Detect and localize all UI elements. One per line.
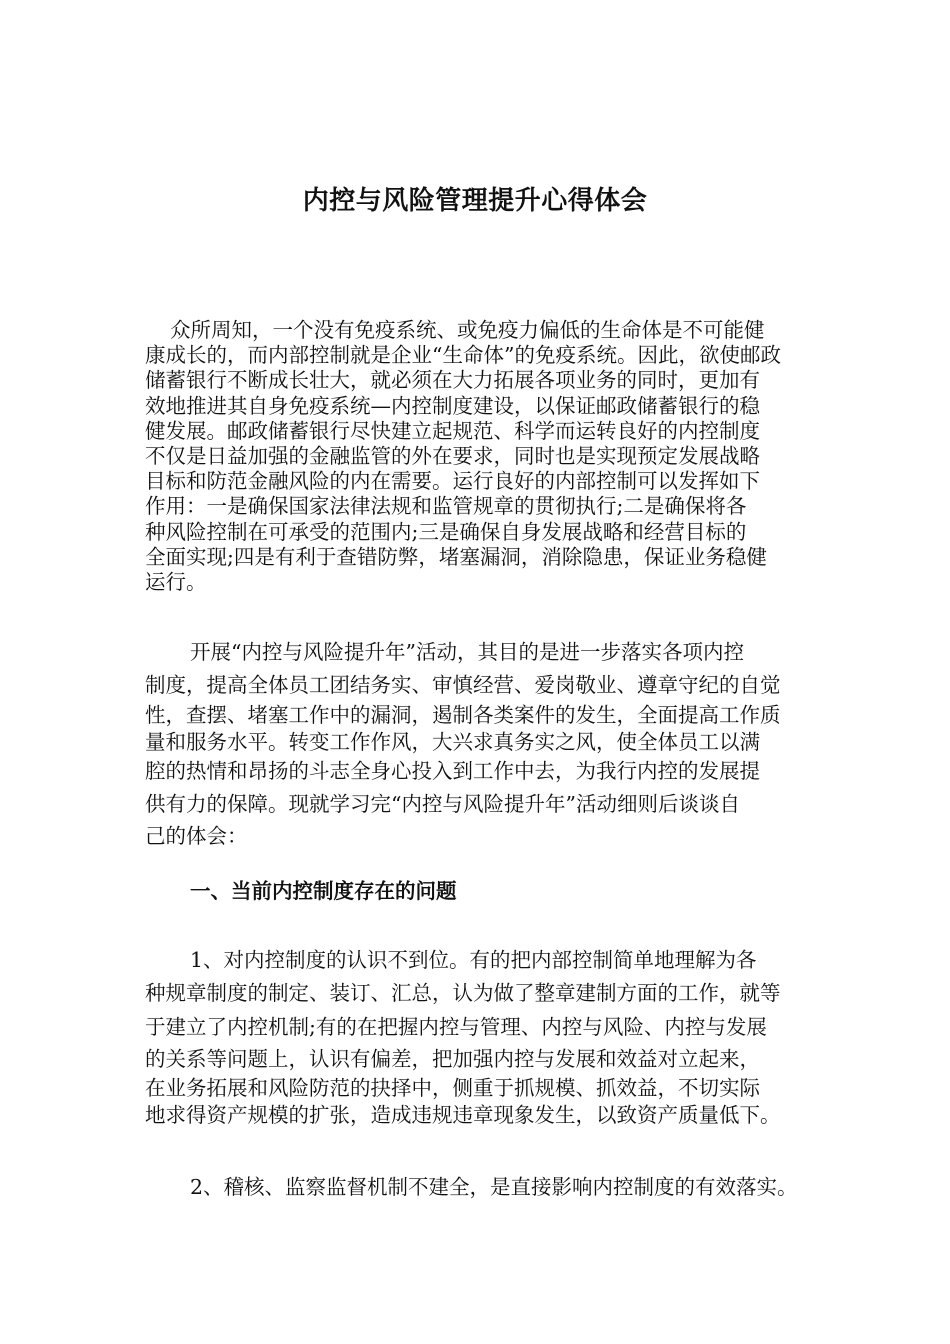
paragraph-line: 己的体会： xyxy=(145,824,248,848)
paragraph-line: 的关系等问题上，认识有偏差，把加强内控与发展和效益对立起来， xyxy=(145,1047,760,1071)
paragraph-line: 供有力的保障。现就学习完“内控与风险提升年”活动细则后谈谈自 xyxy=(145,792,740,816)
paragraph-line: 在业务拓展和风险防范的抉择中，侧重于抓规模、抓效益，不切实际 xyxy=(145,1076,760,1100)
paragraph-activity-purpose xyxy=(145,636,825,852)
paragraph-line: 目标和防范金融风险的内在需要。运行良好的内部控制可以发挥如下 xyxy=(145,469,760,494)
paragraph-line: 效地推进其自身免疫系统—内控制度建设，以保证邮政储蓄银行的稳 xyxy=(145,393,760,418)
paragraph-line: 健发展。邮政储蓄银行尽快建立起规范、科学而运转良好的内控制度 xyxy=(145,418,760,443)
paragraph-line: 不仅是日益加强的金融监管的外在要求，同时也是实现预定发展战略 xyxy=(145,444,760,469)
paragraph-line: 腔的热情和昂扬的斗志全身心投入到工作中去，为我行内控的发展提 xyxy=(145,759,760,783)
paragraph-line: 2、稽核、监察监督机制不建全，是直接影响内控制度的有效落实。 xyxy=(190,1175,798,1199)
paragraph-line: 种规章制度的制定、装订、汇总，认为做了整章建制方面的工作，就等 xyxy=(145,981,781,1005)
paragraph-line: 量和服务水平。转变工作作风，大兴求真务实之风，使全体员工以满 xyxy=(145,730,760,754)
paragraph-immune-system xyxy=(145,318,825,595)
paragraph-line: 制度，提高全体员工团结务实、审慎经营、爱岗敬业、遵章守纪的自觉 xyxy=(145,673,781,697)
paragraph-understanding-issue xyxy=(145,944,825,1130)
paragraph-line: 众所周知，一个没有免疫系统、或免疫力偏低的生命体是不可能健 xyxy=(170,318,765,342)
paragraph-line: 康成长的，而内部控制就是企业“生命体”的免疫系统。因此，欲使邮政 xyxy=(145,343,781,368)
paragraph-line: 1、对内控制度的认识不到位。有的把内部控制简单地理解为各 xyxy=(190,948,757,972)
paragraph-line: 于建立了内控机制;有的在把握内控与管理、内控与风险、内控与发展 xyxy=(145,1015,767,1039)
paragraph-line: 储蓄银行不断成长壮大，就必须在大力拓展各项业务的同时，更加有 xyxy=(145,368,760,393)
paragraph-line: 作用：一是确保国家法律法规和监管规章的贯彻执行;二是确保将各 xyxy=(145,494,747,519)
document-title: 内控与风险管理提升心得体会 xyxy=(302,186,648,216)
paragraph-line: 全面实现;四是有利于查错防弊，堵塞漏洞，消除隐患，保证业务稳健 xyxy=(145,544,767,569)
paragraph-line: 地求得资产规模的扩张，造成违规违章现象发生，以致资产质量低下。 xyxy=(145,1103,781,1127)
paragraph-line: 种风险控制在可承受的范围内;三是确保自身发展战略和经营目标的 xyxy=(145,519,747,544)
paragraph-line: 运行。 xyxy=(145,570,207,595)
paragraph-supervision-issue xyxy=(145,1172,825,1202)
section-heading: 一、当前内控制度存在的问题 xyxy=(190,879,457,903)
paragraph-line: 开展“内控与风险提升年”活动，其目的是进一步落实各项内控 xyxy=(190,640,744,664)
paragraph-line: 性，查摆、堵塞工作中的漏洞，遏制各类案件的发生，全面提高工作质 xyxy=(145,703,781,727)
